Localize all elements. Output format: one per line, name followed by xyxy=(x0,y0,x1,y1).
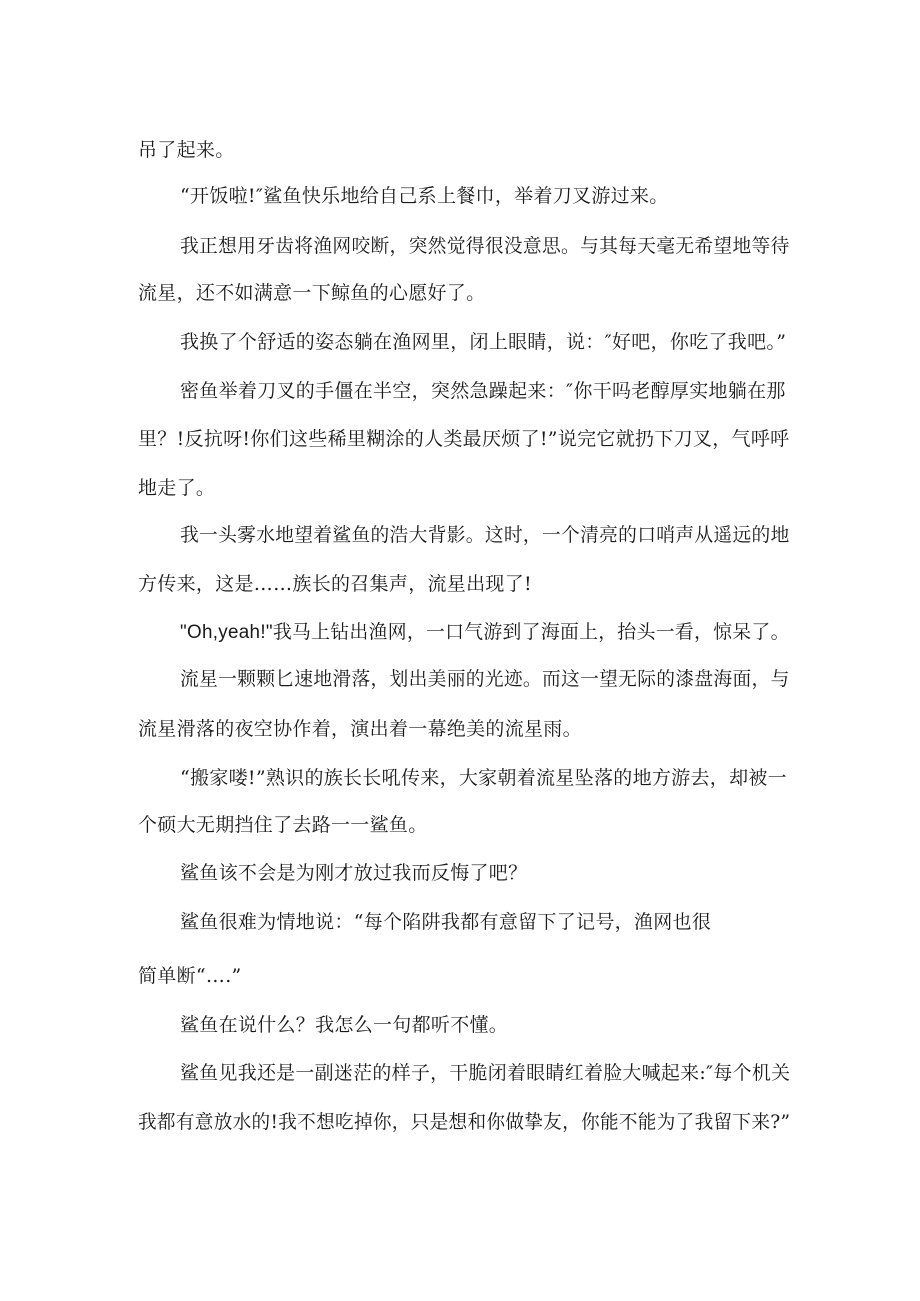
text-line: 方传来，这是……族长的召集声，流星出现了! xyxy=(138,573,532,595)
text-line: “开饭啦!″鲨鱼快乐地给自己系上餐巾，举着刀叉游过来。 xyxy=(180,185,669,207)
text-line: 吊了起来。 xyxy=(138,139,235,161)
text-line: 简单断“….” xyxy=(138,965,242,987)
text-line: 流星滑落的夜空协作着，演出着一幕绝美的流星雨。 xyxy=(138,718,582,740)
text-line: 鲨鱼该不会是为刚才放过我而反悔了吧？ xyxy=(180,862,528,884)
text-line: “搬家喽!”熟识的族长长吼传来，大家朝着流星坠落的地方游去，却被一 xyxy=(180,767,787,789)
text-line: 我一头雾水地望着鲨鱼的浩大背影。这时，一个清亮的口哨声从遥远的地 xyxy=(180,524,790,546)
text-line: 我正想用牙齿将渔网咬断，突然觉得很没意思。与其每天毫无希望地等待 xyxy=(180,235,790,257)
text-line: 流星一颗颗匕速地滑落，划出美丽的光迹。而这一望无际的漆盘海面，与 xyxy=(180,668,790,690)
text-line: 我换了个舒适的姿态躺在渔网里，闭上眼睛，说：″好吧，你吃了我吧。” xyxy=(180,331,787,353)
text-line: 里？!反抗呀!你们这些稀里糊涂的人类最厌烦了!”说完它就扔下刀叉，气呼呼 xyxy=(138,428,790,450)
text-line: 个硕大无期挡住了去路一一鲨鱼。 xyxy=(138,814,428,836)
text-line: 地走了。 xyxy=(138,477,216,499)
text-line: 我都有意放水的!我不想吃掉你，只是想和你做挚友，你能不能为了我留下来?” xyxy=(138,1111,791,1133)
text-line: 鲨鱼在说什么？我怎么一句都听不懂。 xyxy=(180,1014,509,1036)
text-line: 鲨鱼见我还是一副迷茫的样子，干脆闭着眼睛红着脸大喊起来:″每个机关 xyxy=(180,1062,791,1084)
text-line: 流星，还不如满意一下鲸鱼的心愿好了。 xyxy=(138,282,486,304)
text-line: "Oh,yeah!"我马上钻出渔网，一口气游到了海面上，抬头一看，惊呆了。 xyxy=(180,622,790,643)
text-line: 鲨鱼很难为情地说：“每个陷阱我都有意留下了记号，渔网也很 xyxy=(180,911,712,933)
text-line: 密鱼举着刀叉的手僵在半空，突然急躁起来：″你干吗老醇厚实地躺在那 xyxy=(180,380,786,402)
